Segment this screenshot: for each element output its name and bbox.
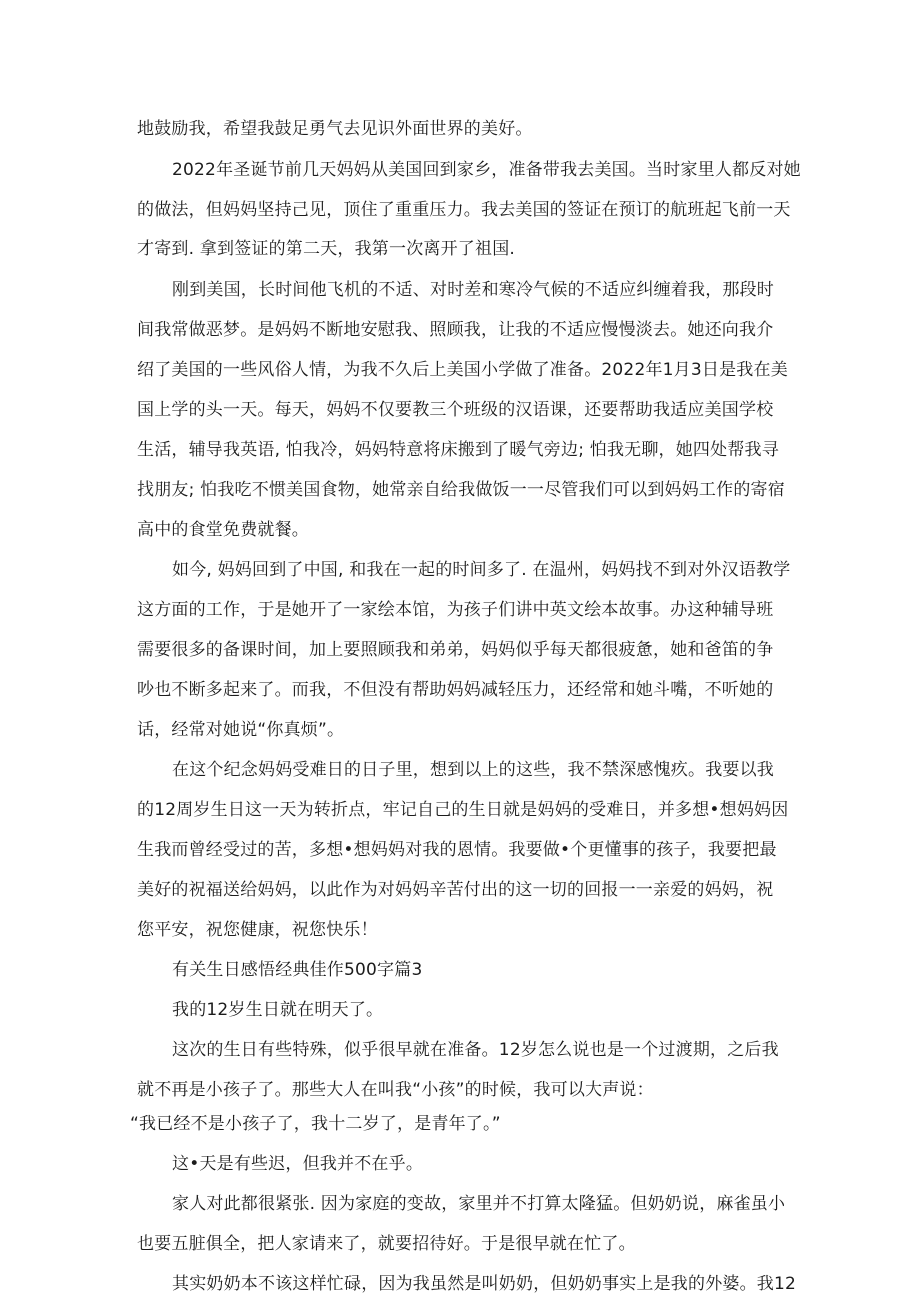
text-line: 吵也不断多起来了。而我，不但没有帮助妈妈减轻压力，还经常和她斗嘴，不听她的 [137, 680, 774, 700]
text-line: 这次的生日有些特殊，似乎很早就在准备。12岁怎么说也是一个过渡期，之后我 [172, 1040, 779, 1060]
text-line: 其实奶奶本不该这样忙碌，因为我虽然是叫奶奶，但奶奶事实上是我的外婆。我12 [172, 1274, 797, 1294]
text-line: “我已经不是小孩子了，我十二岁了，是青年了。” [130, 1114, 501, 1134]
text-line: 您平安，祝您健康，祝您快乐！ [137, 920, 378, 940]
text-line: 找朋友; 怕我吃不惯美国食物，她常亲自给我做饭一一尽管我们可以到妈妈工作的寄宿 [137, 480, 785, 500]
text-line: 这•天是有些迟，但我并不在乎。 [172, 1154, 424, 1174]
text-line: 国上学的头一天。每天，妈妈不仅要教三个班级的汉语课，还要帮助我适应美国学校 [137, 400, 774, 420]
text-line: 的做法，但妈妈坚持己见，顶住了重重压力。我去美国的签证在预订的航班起飞前一天 [137, 200, 791, 220]
text-line: 话，经常对她说“你真烦”。 [137, 720, 345, 740]
text-line: 我的12岁生日就在明天了。 [172, 1000, 384, 1020]
text-line: 间我常做恶梦。是妈妈不断地安慰我、照顾我，让我的不适应慢慢淡去。她还向我介 [137, 320, 774, 340]
text-line: 也要五脏俱全，把人家请来了，就要招待好。于是很早就在忙了。 [137, 1234, 636, 1254]
text-line: 刚到美国，长时间他飞机的不适、对时差和寒冷气候的不适应纠缠着我，那段时 [172, 280, 774, 300]
text-line: 地鼓励我，希望我鼓足勇气去见识外面世界的美好。 [137, 119, 533, 139]
text-line: 生我而曾经受过的苦，多想•想妈妈对我的恩情。我要做•个更懂事的孩子，我要把最 [137, 840, 777, 860]
text-line: 需要很多的备课时间，加上要照顾我和弟弟，妈妈似乎每天都很疲惫，她和爸笛的争 [137, 640, 774, 660]
text-line: 在这个纪念妈妈受难日的日子里，想到以上的这些，我不禁深感愧疚。我要以我 [172, 760, 774, 780]
text-line: 才寄到. 拿到签证的第二天，我第一次离开了祖国. [137, 239, 516, 259]
text-line: 2022年圣诞节前几天妈妈从美国回到家乡，准备带我去美国。当时家里人都反对她 [172, 160, 801, 180]
text-line: 这方面的工作，于是她开了一家绘本馆，为孩子们讲中英文绘本故事。办这种辅导班 [137, 600, 774, 620]
text-line: 生活，辅导我英语, 怕我冷，妈妈特意将床搬到了暖气旁边; 怕我无聊，她四处帮我寻 [137, 440, 779, 460]
text-line: 的12周岁生日这一天为转折点，牢记自己的生日就是妈妈的受难日，并多想•想妈妈因 [137, 800, 789, 820]
text-line: 高中的食堂免费就餐。 [137, 520, 309, 540]
text-line: 家人对此都很紧张. 因为家庭的变故，家里并不打算太隆猛。但奶奶说，麻雀虽小 [172, 1194, 786, 1214]
text-line: 就不再是小孩子了。那些大人在叫我“小孩”的时候，我可以大声说： [137, 1080, 654, 1100]
text-line: 美好的祝福送给妈妈，以此作为对妈妈辛苦付出的这一切的回报一一亲爱的妈妈，祝 [137, 880, 774, 900]
text-line: 如今, 妈妈回到了中国, 和我在一起的时间多了. 在温州，妈妈找不到对外汉语教学 [172, 560, 791, 580]
section-heading: 有关生日感悟经典佳作500字篇3 [172, 960, 423, 980]
text-line: 绍了美国的一些风俗人情，为我不久后上美国小学做了准备。2022年1月3日是我在美 [137, 360, 788, 380]
